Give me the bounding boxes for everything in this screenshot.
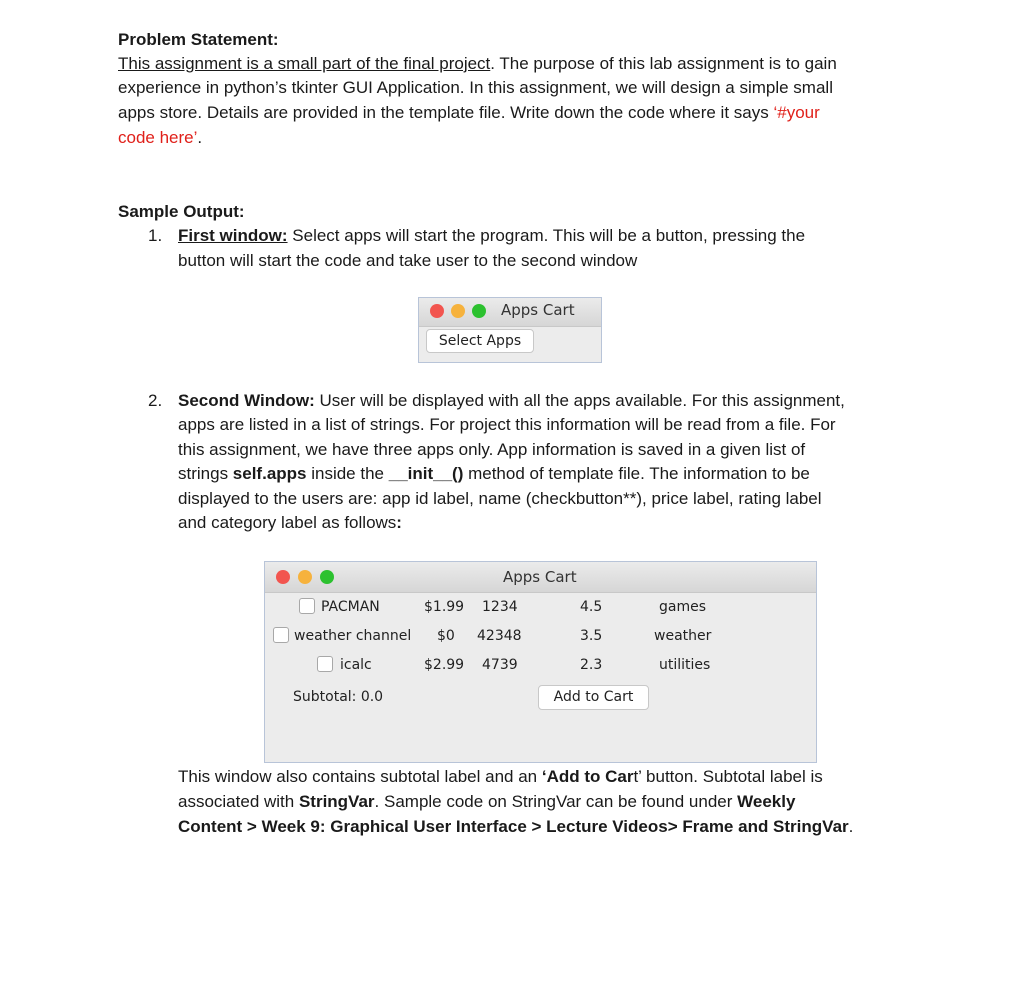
close-dot-icon[interactable]	[430, 304, 444, 318]
app-rating: 2.3	[580, 657, 603, 673]
problem-line-3-text: apps store. Details are provided in the template file. Write down the code where it says	[118, 103, 774, 122]
sample-heading: Sample Output:	[118, 202, 245, 221]
footer-l1-c: t’ button. Subtotal label is	[633, 767, 823, 786]
item2-text-1: User will be displayed with all the apps available. For this assignment,	[314, 391, 845, 410]
problem-line-4	[118, 126, 202, 150]
app-checkbox-weather-channel[interactable]	[273, 627, 289, 643]
footer-line-3	[178, 815, 853, 839]
second-window-titlebar	[265, 562, 816, 593]
app-name: icalc	[340, 657, 372, 673]
app-rating: 3.5	[580, 628, 603, 644]
app-id: 4739	[482, 657, 518, 673]
item2-line-6	[178, 511, 402, 535]
stringvar-ref: StringVar	[298, 792, 375, 811]
item1-number: 1.	[148, 226, 163, 245]
add-to-cart-button[interactable]: Add to Cart	[538, 685, 649, 710]
item2-line-2: apps are listed in a list of strings. For project this information will be read from a file. For	[178, 415, 836, 434]
init-method-code: __init__()	[388, 464, 464, 483]
problem-heading: Problem Statement:	[118, 30, 279, 49]
item1-text-1: Select apps will start the program. This will be a button, pressing the	[287, 226, 806, 245]
close-dot-icon[interactable]	[276, 570, 290, 584]
app-category: weather	[654, 628, 712, 644]
problem-line-2: experience in python’s tkinter GUI Application. In this assignment, we will design a simple small	[118, 78, 833, 97]
footer-line-2	[178, 790, 795, 814]
item2-l6-a: and category label as follows	[178, 513, 397, 532]
code-hint-red: ‘#your	[773, 103, 820, 122]
maximize-dot-icon[interactable]	[320, 570, 334, 584]
app-price: $1.99	[424, 599, 465, 615]
app-name: PACMAN	[321, 599, 380, 615]
problem-line-1	[118, 52, 837, 76]
item1-title: First window:	[178, 226, 288, 245]
app-name: weather channel	[294, 628, 412, 644]
footer-l2-a: associated with	[178, 792, 299, 811]
app-price: $0	[437, 628, 455, 644]
app-id: 42348	[477, 628, 522, 644]
first-window-titlebar	[419, 298, 601, 327]
item2-l4-a: strings	[178, 464, 233, 483]
item2-title: Second Window:	[178, 391, 315, 410]
minimize-dot-icon[interactable]	[298, 570, 312, 584]
problem-line-3	[118, 101, 820, 125]
minimize-dot-icon[interactable]	[451, 304, 465, 318]
first-window-title: Apps Cart	[501, 301, 575, 319]
footer-l2-c: . Sample code on StringVar can be found under	[374, 792, 738, 811]
item2-line-5: displayed to the users are: app id label, name (checkbutton**), price label, rating label	[178, 489, 822, 508]
item1-line-1	[178, 224, 805, 248]
app-category: games	[659, 599, 707, 615]
item2-l4-c: inside the	[306, 464, 389, 483]
footer-add-to-cart-ref: ‘Add to Car	[541, 767, 634, 786]
app-checkbox-icalc[interactable]	[317, 656, 333, 672]
second-window	[264, 561, 817, 763]
subtotal-label: Subtotal: 0.0	[293, 689, 384, 705]
code-hint-red-2: code here’	[118, 128, 198, 147]
problem-underlined-text: This assignment is a small part of the final project	[118, 54, 491, 73]
item2-l6-colon: :	[396, 513, 402, 532]
footer-line-1	[178, 765, 823, 789]
content-path: Content > Week 9: Graphical User Interface > Lecture Videos> Frame and StringVar	[178, 817, 849, 836]
self-apps-code: self.apps	[232, 464, 307, 483]
item2-line-3: this assignment, we have three apps only. App information is saved in a given list of	[178, 440, 806, 459]
app-id: 1234	[482, 599, 518, 615]
problem-line-4-end: .	[197, 128, 203, 147]
select-apps-button[interactable]: Select Apps	[426, 329, 534, 353]
problem-line-1-rest: . The purpose of this lab assignment is to gain	[490, 54, 837, 73]
footer-l3-end: .	[848, 817, 854, 836]
app-checkbox-pacman[interactable]	[299, 598, 315, 614]
item2-line-1	[178, 389, 845, 413]
item2-line-4	[178, 462, 810, 486]
footer-l1-a: This window also contains subtotal label and an	[178, 767, 542, 786]
maximize-dot-icon[interactable]	[472, 304, 486, 318]
first-window	[418, 297, 602, 363]
item2-l4-e: method of template file. The information to be	[463, 464, 810, 483]
app-price: $2.99	[424, 657, 465, 673]
second-window-title: Apps Cart	[503, 568, 577, 586]
app-category: utilities	[659, 657, 711, 673]
item1-line-2: button will start the code and take user to the second window	[178, 251, 638, 270]
item2-number: 2.	[148, 391, 163, 410]
weekly-ref: Weekly	[737, 792, 796, 811]
app-rating: 4.5	[580, 599, 603, 615]
